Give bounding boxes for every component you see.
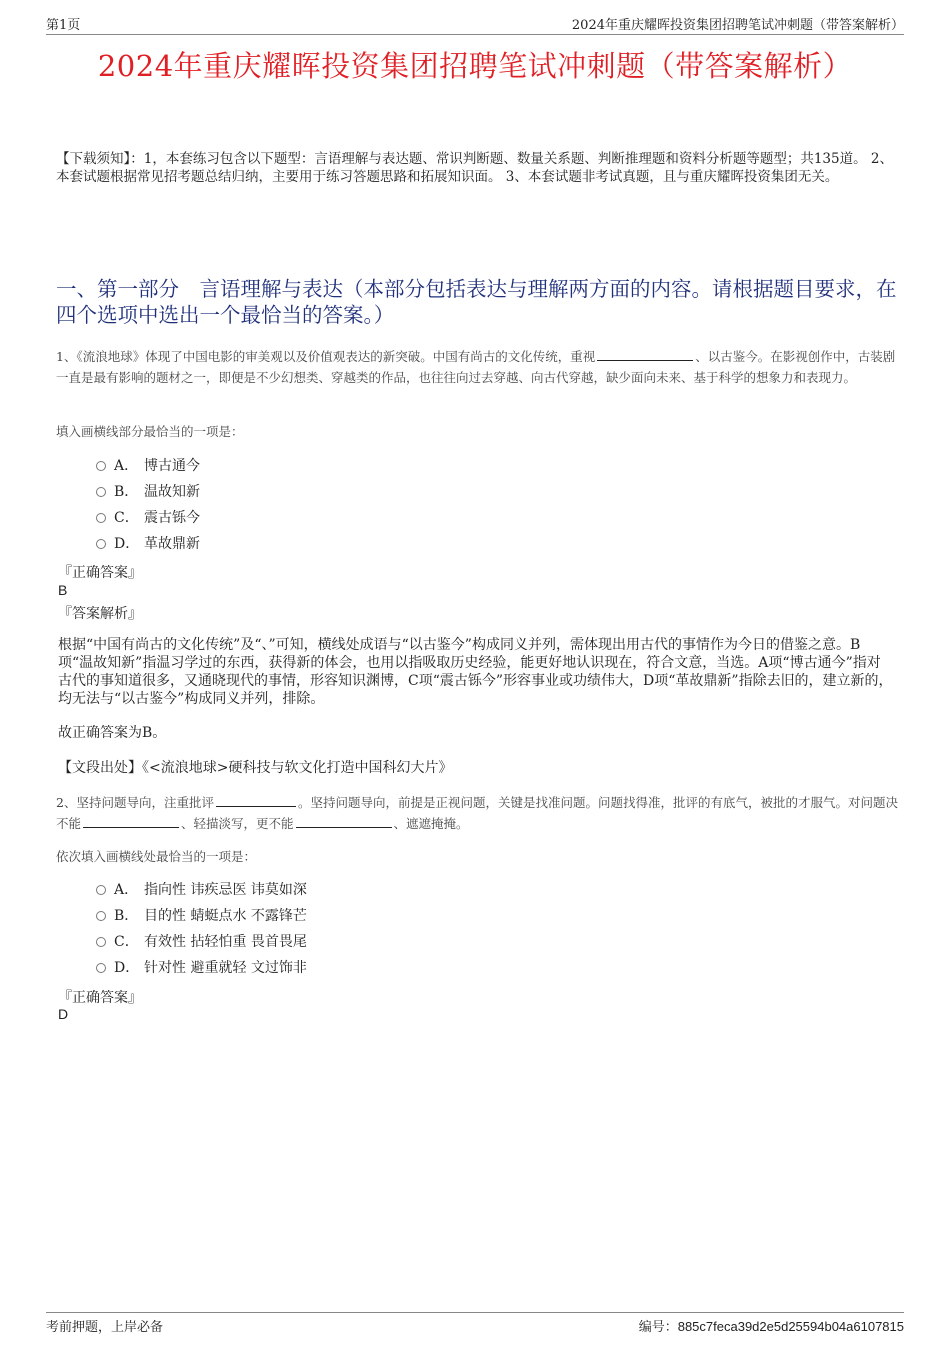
- radio-icon[interactable]: [96, 911, 106, 921]
- footer-slogan: 考前押题，上岸必备: [46, 1320, 164, 1335]
- radio-icon[interactable]: [96, 963, 106, 973]
- option-letter: D．: [114, 960, 140, 976]
- radio-icon[interactable]: [96, 539, 106, 549]
- option-letter: A．: [114, 882, 139, 898]
- question-2-stem: [56, 792, 901, 834]
- option-text: 有效性 拈轻怕重 畏首畏尾: [144, 934, 307, 950]
- question-1-option-b[interactable]: [96, 482, 200, 502]
- option-text: 针对性 避重就轻 文过饰非: [144, 960, 307, 976]
- question-1-analysis-label: 『答案解析』: [58, 606, 142, 622]
- question-1-analysis: 根据“中国有尚古的文化传统”及“、”可知，横线处成语与“以古鉴今”构成同义并列，需体现出用古代的事情作为今日的借鉴之意。B项“温故知新”指温习学过的东西，获得新的体会，也用以指吸取历史经验，能更好地认识现在，符合文意，当选。A项“博古通今”指对古代的事知道很多，又通晓现代的事情，形容知识渊博，C项“震古铄今”形容事业或功绩伟大，D项“革故鼎新”指除去旧的，建立新的，均无法与“以古鉴今”构成同义并列，排除。: [58, 637, 893, 707]
- option-text: 目的性 蜻蜓点水 不露锋芒: [144, 908, 307, 924]
- footer-code: [639, 1316, 904, 1335]
- option-text: 温故知新: [144, 484, 200, 500]
- question-2-answer: D: [58, 1006, 69, 1022]
- question-2-option-a[interactable]: [96, 880, 307, 900]
- question-1-stem: [56, 346, 901, 388]
- question-2-prompt: 依次填入画横线处最恰当的一项是：: [56, 849, 257, 864]
- question-1-stem-part-b: 、以古鉴今。在影视创作中，古装剧一直是最有影响的题材之一，即便是不少幻想类、穿越类的作品，也往往向过去穿越、向古代穿越，缺少面向未来、基于科学的想象力和表现力。: [56, 349, 896, 385]
- question-2-answer-label: 『正确答案』: [58, 990, 142, 1006]
- answer-blank: [83, 815, 179, 828]
- section-heading: 一、第一部分 言语理解与表达（本部分包括表达与理解两方面的内容。请根据题目要求，在四个选项中选出一个最恰当的答案。）: [56, 277, 897, 327]
- download-notice: 【下载须知】：1，本套练习包含以下题型：言语理解与表达题、常识判断题、数量关系题、判断推理题和资料分析题等题型；共135道。 2、本套试题根据常见招考题总结归纳，主要用于练习答题思路和拓展知识面。 3、本套试题非考试真题，且与重庆耀晖投资集团无关。: [56, 151, 893, 185]
- question-2-stem-part-c: 、轻描淡写，更不能: [181, 816, 294, 831]
- footer-code-value: 885c7feca39d2e5d25594b04a6107815: [677, 1319, 904, 1334]
- question-2-stem-part-d: 、遮遮掩掩。: [393, 816, 469, 831]
- answer-blank: [296, 815, 392, 828]
- question-1-option-c[interactable]: [96, 508, 200, 528]
- document-title: 2024年重庆耀晖投资集团招聘笔试冲刺题（带答案解析）: [97, 49, 853, 83]
- question-2-stem-part-b: 。坚持问题导向，前提是正视问题，关键是找准问题。问题找得准，批评的有底气，被批的才服气。对问题决不能: [56, 795, 898, 831]
- answer-blank: [216, 794, 296, 807]
- question-1-answer: B: [58, 582, 68, 598]
- option-letter: B．: [114, 908, 139, 924]
- question-2-option-d[interactable]: [96, 958, 307, 978]
- radio-icon[interactable]: [96, 513, 106, 523]
- option-text: 震古铄今: [144, 510, 200, 526]
- question-1-prompt: 填入画横线部分最恰当的一项是：: [56, 424, 244, 439]
- radio-icon[interactable]: [96, 461, 106, 471]
- option-letter: A．: [114, 458, 139, 474]
- question-2-stem-part-a: 2、坚持问题导向，注重批评: [56, 795, 214, 810]
- page-header: [46, 14, 904, 35]
- question-1-option-a[interactable]: [96, 456, 200, 476]
- footer-code-label: 编号：: [638, 1320, 678, 1335]
- radio-icon[interactable]: [96, 937, 106, 947]
- option-text: 博古通今: [144, 458, 200, 474]
- answer-blank: [597, 348, 693, 361]
- radio-icon[interactable]: [96, 487, 106, 497]
- option-letter: C．: [114, 934, 139, 950]
- question-1-option-d[interactable]: [96, 534, 200, 554]
- question-1-stem-part-a: 1、《流浪地球》体现了中国电影的审美观以及价值观表达的新突破。中国有尚古的文化传统，重视: [56, 349, 596, 364]
- header-doc-title: 2024年重庆耀晖投资集团招聘笔试冲刺题（带答案解析）: [571, 18, 904, 33]
- option-letter: D．: [114, 536, 140, 552]
- question-1-conclusion: 故正确答案为B。: [58, 725, 167, 741]
- radio-icon[interactable]: [96, 885, 106, 895]
- page-number: 第1页: [46, 18, 81, 33]
- option-text: 指向性 讳疾忌医 讳莫如深: [144, 882, 307, 898]
- question-2-option-b[interactable]: [96, 906, 307, 926]
- option-letter: B．: [114, 484, 139, 500]
- page-footer: [46, 1312, 904, 1333]
- option-text: 革故鼎新: [144, 536, 200, 552]
- question-2-option-c[interactable]: [96, 932, 307, 952]
- question-1-answer-label: 『正确答案』: [58, 565, 142, 581]
- option-letter: C．: [114, 510, 139, 526]
- question-1-source: 【文段出处】《<流浪地球>硬科技与软文化打造中国科幻大片》: [58, 760, 453, 776]
